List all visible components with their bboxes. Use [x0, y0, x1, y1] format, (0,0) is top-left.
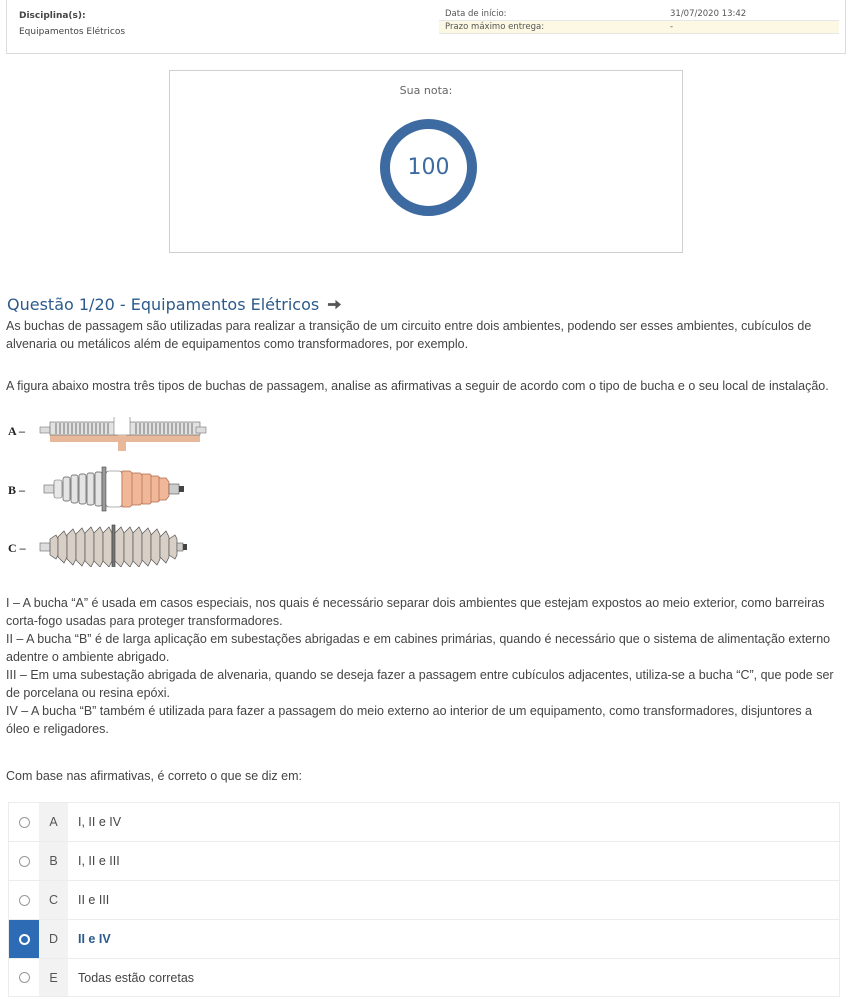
option-c[interactable]	[8, 880, 840, 919]
start-date-label: Data de início:	[445, 9, 507, 19]
figure-label-b: B –	[8, 483, 26, 497]
statement-2: II – A bucha “B” é de larga aplicação em subestações abrigadas e em cabines primárias, quando é necessário que o sistema de alimentação externo adentre o ambiente abrigado.	[6, 632, 831, 664]
option-letter: B	[39, 842, 68, 880]
discipline-label: Disciplina(s):	[19, 11, 86, 21]
bushing-b-drawing	[44, 467, 184, 511]
option-text: II e IV	[78, 932, 111, 946]
bushing-a-drawing	[40, 417, 206, 451]
option-a-radio-cell[interactable]	[9, 803, 39, 841]
option-d-selected[interactable]	[8, 919, 840, 958]
statement-1: I – A bucha “A” é usada em casos especiais, nos quais é necessário separar dois ambientes que estejam expostos ao meio exterior, como barreiras corta-fogo usadas para proteger transformadores.	[6, 596, 825, 628]
option-letter: C	[39, 881, 68, 919]
option-c-radio-cell[interactable]	[9, 881, 39, 919]
question-title-text: Questão 1/20 - Equipamentos Elétricos	[7, 295, 320, 314]
option-b-radio-cell[interactable]	[9, 842, 39, 880]
option-letter: D	[39, 920, 68, 958]
info-row-deadline	[439, 21, 839, 34]
option-letter: A	[39, 803, 68, 841]
statement-4: IV – A bucha “B” também é utilizada para fazer a passagem do meio externo ao interior de um equipamento, como transformadores, disjuntores a óleo e religadores.	[6, 704, 812, 736]
radio-button[interactable]	[19, 817, 30, 828]
radio-button[interactable]	[19, 856, 30, 867]
option-a[interactable]	[8, 802, 840, 841]
radio-button[interactable]	[19, 895, 30, 906]
question-prompt: Com base nas afirmativas, é correto o que se diz em:	[6, 769, 302, 783]
answer-options	[8, 802, 840, 997]
score-label: Sua nota:	[399, 84, 453, 97]
statement-3: III – Em uma subestação abrigada de alvenaria, quando se deseja fazer a passagem entre cubículos adjacentes, utiliza-se a bucha “C”, que pode ser de porcelana ou resina epóxi.	[6, 668, 834, 700]
exam-info-table	[439, 8, 839, 34]
option-b[interactable]	[8, 841, 840, 880]
figure-label-a: A –	[8, 424, 26, 438]
question-intro: As buchas de passagem são utilizadas para realizar a transição de um circuito entre dois ambientes, podendo ser esses ambientes, cubículos de alvenaria ou metálicos além de equipamentos como transformadores, por exemplo.	[6, 319, 812, 351]
score-ring	[380, 119, 477, 216]
discipline-header	[6, 0, 846, 54]
radio-button[interactable]	[19, 972, 30, 983]
bushing-c-drawing	[40, 525, 187, 567]
question-title[interactable]	[7, 295, 342, 314]
score-value: 100	[407, 155, 450, 180]
option-letter: E	[39, 959, 68, 996]
option-e[interactable]	[8, 958, 840, 997]
option-text: II e III	[78, 893, 110, 907]
option-text: I, II e IV	[78, 815, 122, 829]
discipline-value: Equipamentos Elétricos	[19, 27, 126, 37]
figure-intro: A figura abaixo mostra três tipos de buchas de passagem, analise as afirmativas a seguir de acordo com o tipo de bucha e o seu local de instalação.	[6, 379, 829, 393]
score-panel	[169, 70, 683, 253]
bushings-figure	[8, 417, 208, 567]
option-e-radio-cell[interactable]	[9, 959, 39, 996]
info-row-start-date	[439, 8, 839, 21]
option-text: I, II e III	[78, 854, 120, 868]
deadline-value: -	[670, 22, 674, 32]
option-d-radio-cell[interactable]	[9, 920, 39, 958]
arrow-right-icon	[327, 297, 342, 312]
option-text: Todas estão corretas	[78, 970, 195, 985]
deadline-label: Prazo máximo entrega:	[445, 22, 545, 32]
radio-button-checked[interactable]	[19, 934, 30, 945]
bushing-drawings	[36, 417, 208, 567]
figure-label-c: C –	[8, 541, 26, 555]
start-date-value: 31/07/2020 13:42	[670, 9, 747, 19]
